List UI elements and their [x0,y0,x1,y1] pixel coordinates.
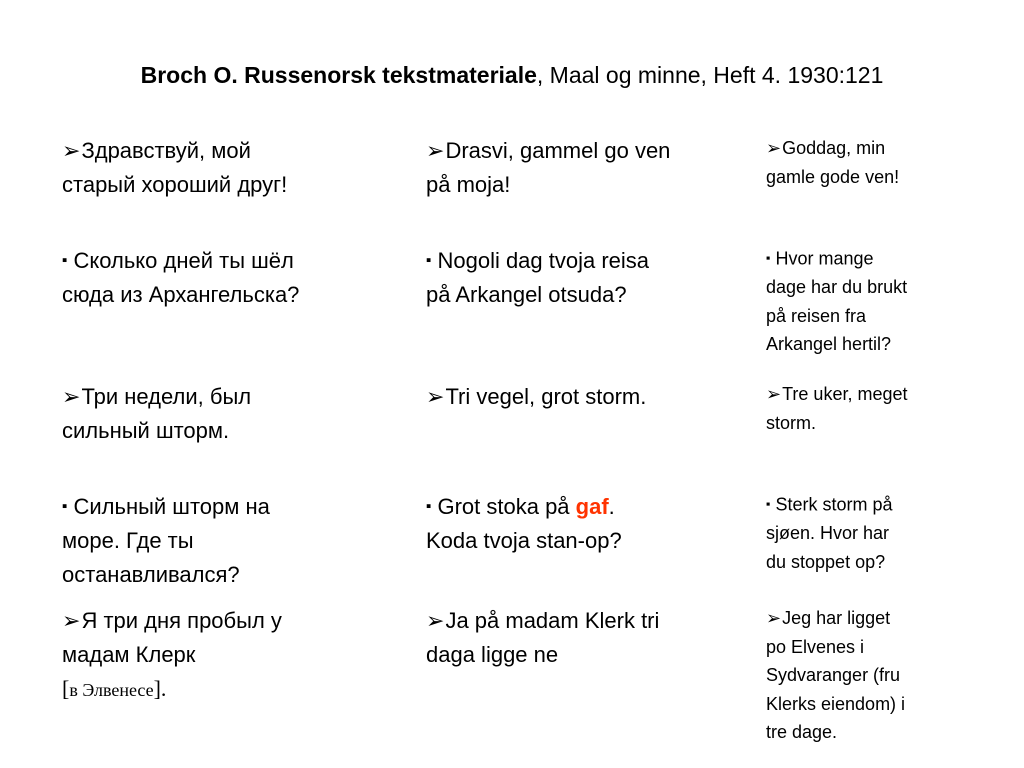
arrow-bullet-icon: ➢ [62,384,81,409]
square-bullet-icon: ▪ [62,252,68,269]
row-3-russian: ➢Три недели, был сильный шторм. [62,380,251,448]
arrow-bullet-icon: ➢ [426,384,445,409]
row-2-norwegian: ▪ Hvor mange dage har du brukt på reisen fra Arkangel hertil? [766,244,907,359]
arrow-bullet-icon: ➢ [766,608,782,628]
arrow-bullet-icon: ➢ [766,384,782,404]
row-5-russian: ➢Я три дня пробыл у мадам Клерк [в Элвенесе]. [62,604,282,707]
arrow-bullet-icon: ➢ [766,138,782,158]
page-title [0,60,1024,90]
title-citation: , Maal og minne, Heft 4. 1930:121 [536,62,884,88]
row-4-norwegian: ▪ Sterk storm på sjøen. Hvor har du stoppet op? [766,490,893,576]
row-5-norwegian: ➢Jeg har ligget po Elvenes i Sydvaranger (fru Klerks eiendom) i tre dage. [766,604,905,747]
location-note: [в Элвенесе]. [62,676,167,701]
arrow-bullet-icon: ➢ [62,608,81,633]
row-4-russian: ▪ Сильный шторм на море. Где ты останавливался? [62,490,270,592]
row-1-russenorsk: ➢Drasvi, gammel go ven på moja! [426,134,670,202]
arrow-bullet-icon: ➢ [62,138,81,163]
square-bullet-icon: ▪ [426,252,432,269]
row-1-russian: ➢Здравствуй, мой старый хороший друг! [62,134,287,202]
row-3-russenorsk: ➢Tri vegel, grot storm. [426,380,646,414]
row-5-russenorsk: ➢Ja på madam Klerk tri daga ligge ne [426,604,659,672]
square-bullet-icon: ▪ [766,251,771,265]
row-2-russian: ▪ Сколько дней ты шёл сюда из Архангельска? [62,244,299,312]
row-4-russenorsk: ▪ Grot stoka på gaf. Koda tvoja stan-op? [426,490,622,558]
row-3-norwegian: ➢Tre uker, meget storm. [766,380,907,437]
title-source: Broch O. Russenorsk tekstmateriale [140,62,537,88]
highlighted-word: gaf [575,494,609,520]
row-1-norwegian: ➢Goddag, min gamle gode ven! [766,134,899,191]
row-2-russenorsk: ▪ Nogoli dag tvoja reisa på Arkangel otsuda? [426,244,649,312]
square-bullet-icon: ▪ [62,498,68,515]
arrow-bullet-icon: ➢ [426,608,445,633]
square-bullet-icon: ▪ [426,498,432,515]
square-bullet-icon: ▪ [766,497,771,511]
arrow-bullet-icon: ➢ [426,138,445,163]
